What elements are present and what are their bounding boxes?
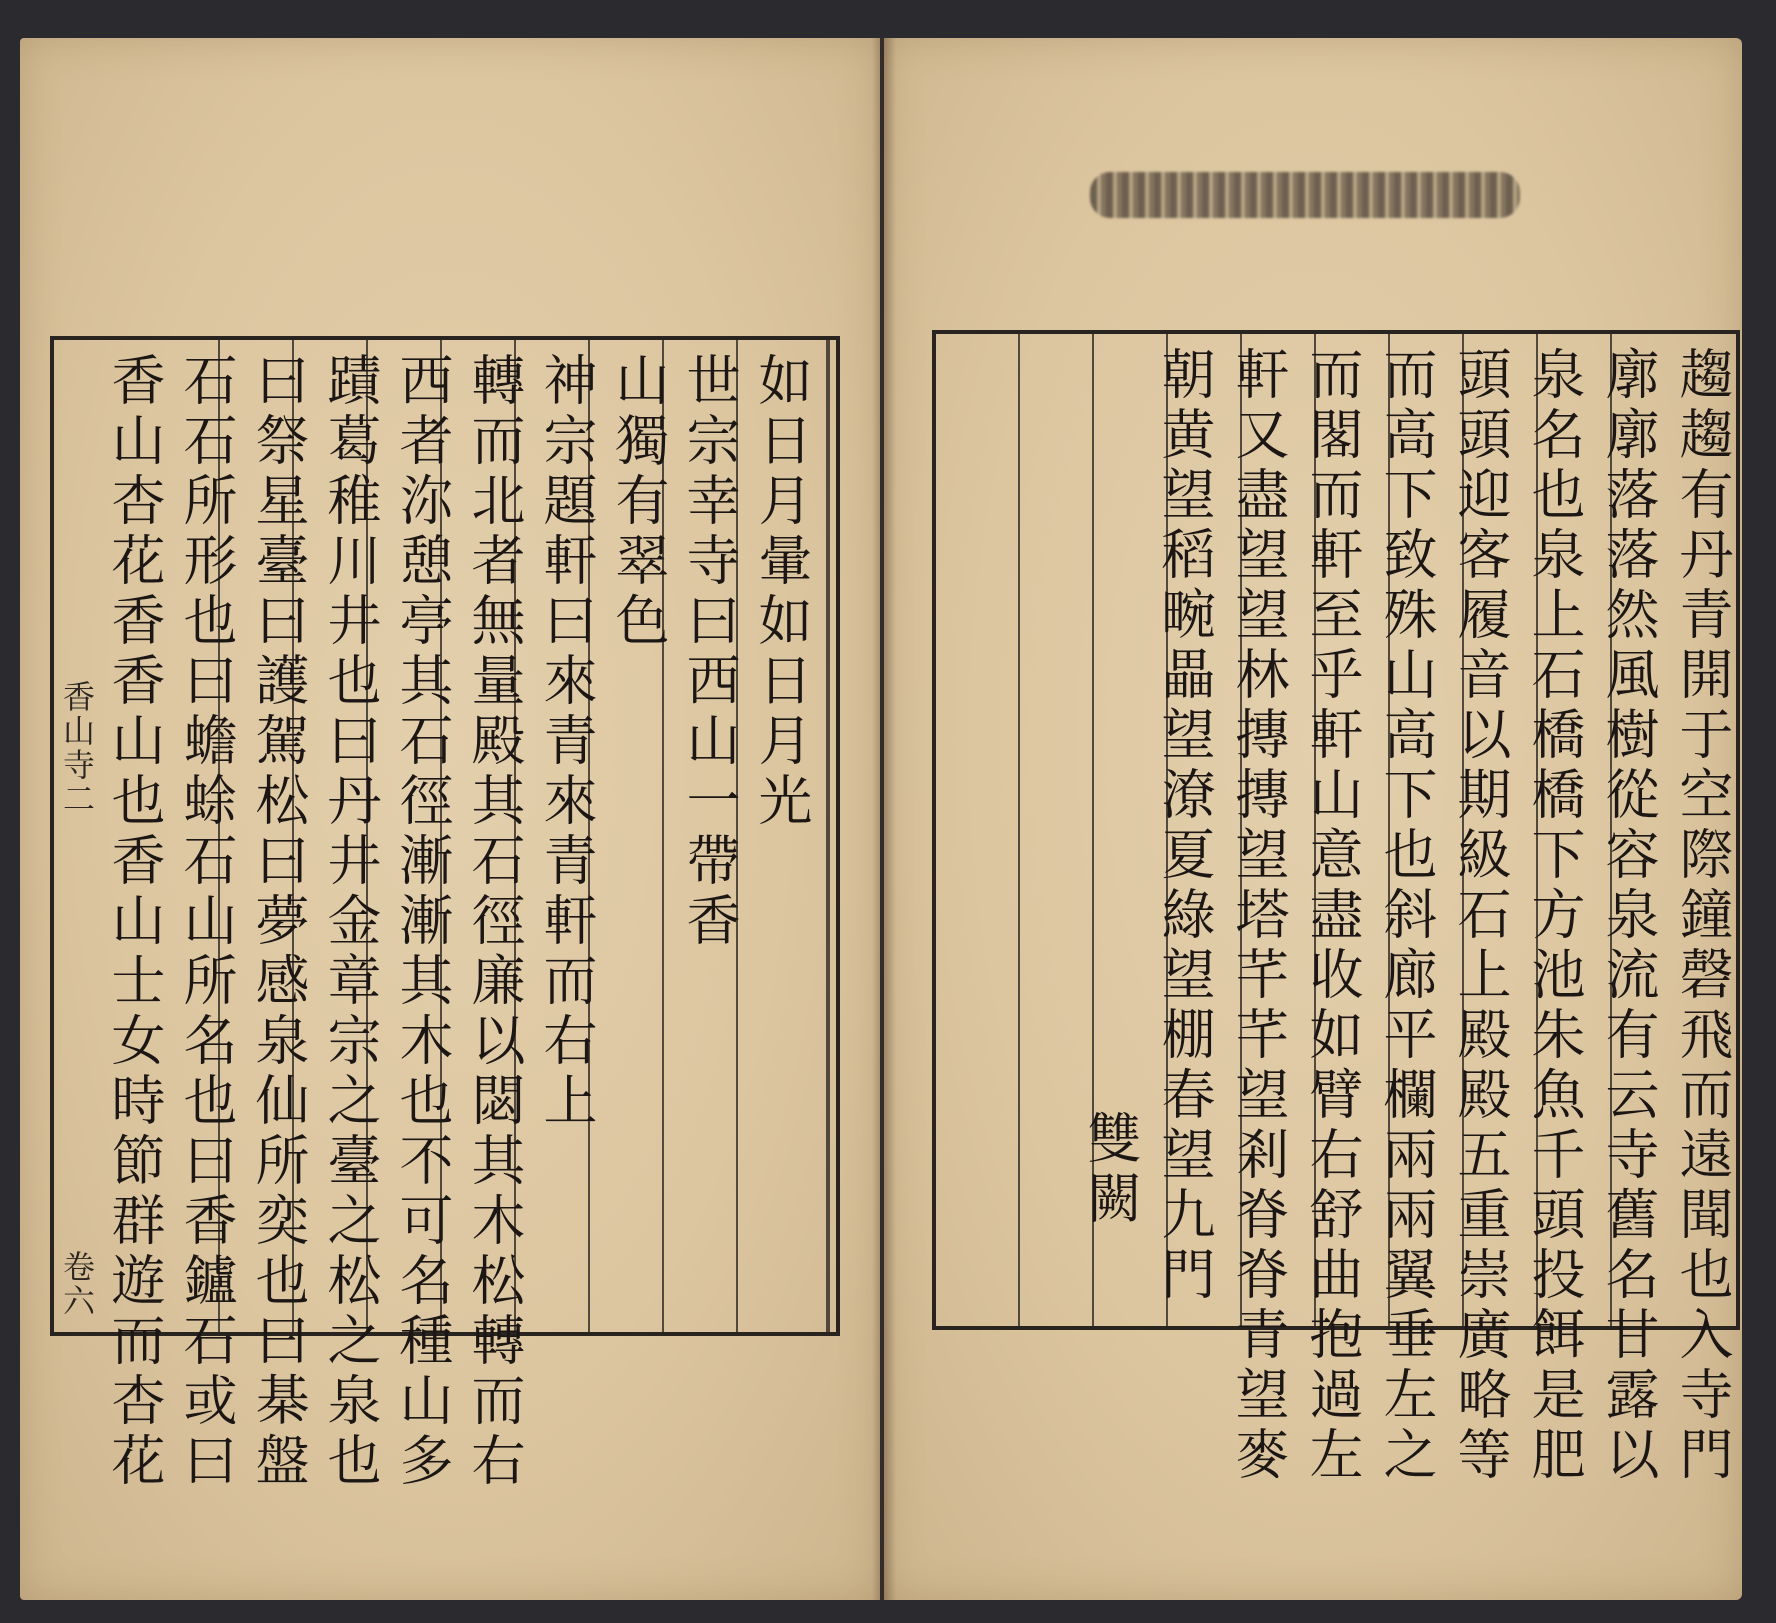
text-column: 轉而北者無量殿其石徑廉以閟其木松轉而右	[463, 352, 526, 1492]
margin-volume: 卷六	[58, 1250, 96, 1318]
text-column: 山獨有翠色	[607, 352, 670, 652]
book-gutter	[872, 38, 896, 1600]
text-column: 蹟葛稚川井也曰丹井金章宗之臺之松之泉也	[319, 352, 382, 1492]
text-column: 西者沵憩亭其石徑漸漸其木也不可名種山多	[391, 352, 454, 1492]
text-column: 神宗題軒曰來青來青軒而右上	[535, 352, 598, 1132]
text-column: 香山杏花香香山也香山士女時節群遊而杏花	[103, 352, 166, 1492]
column-rule	[1018, 334, 1020, 1326]
text-column: 如日月暈如日月光	[750, 352, 813, 832]
text-column: 世宗幸寺曰西山一帶香	[678, 352, 741, 952]
margin-title: 香山寺二	[58, 680, 96, 816]
text-column: 泉名也泉上石橋橋下方池朱魚千頭投餌是肥	[1523, 346, 1586, 1486]
text-column: 廓廓落落然風樹從容泉流有云寺舊名甘露以	[1597, 346, 1660, 1486]
column-rule-heavy	[826, 340, 830, 1332]
text-column: 而閣而軒至乎軒山意盡收如臂右舒曲抱過左	[1301, 346, 1364, 1486]
text-column: 石石所形也曰蟾蜍石山所名也曰香鑪石或曰	[175, 352, 238, 1492]
text-column: 軒又盡望望林摶摶望塔芊芊望剎脊脊青望麥	[1227, 346, 1290, 1486]
text-column: 趨趨有丹青開于空際鐘磬飛而遠聞也入寺門	[1671, 346, 1734, 1486]
text-column: 頭頭迎客履音以期級石上殿殿五重崇廣略等	[1449, 346, 1512, 1486]
ink-smudge	[1090, 172, 1520, 218]
text-column: 朝黄望稻畹畾望潦夏綠望棚春望九門	[1153, 346, 1216, 1306]
text-column: 而高下致殊山高下也斜廊平欄兩兩翼垂左之	[1375, 346, 1438, 1486]
text-column: 雙闕	[1079, 1110, 1142, 1230]
text-column: 曰祭星臺曰護駕松曰夢感泉仙所奕也曰棊盤	[247, 352, 310, 1492]
